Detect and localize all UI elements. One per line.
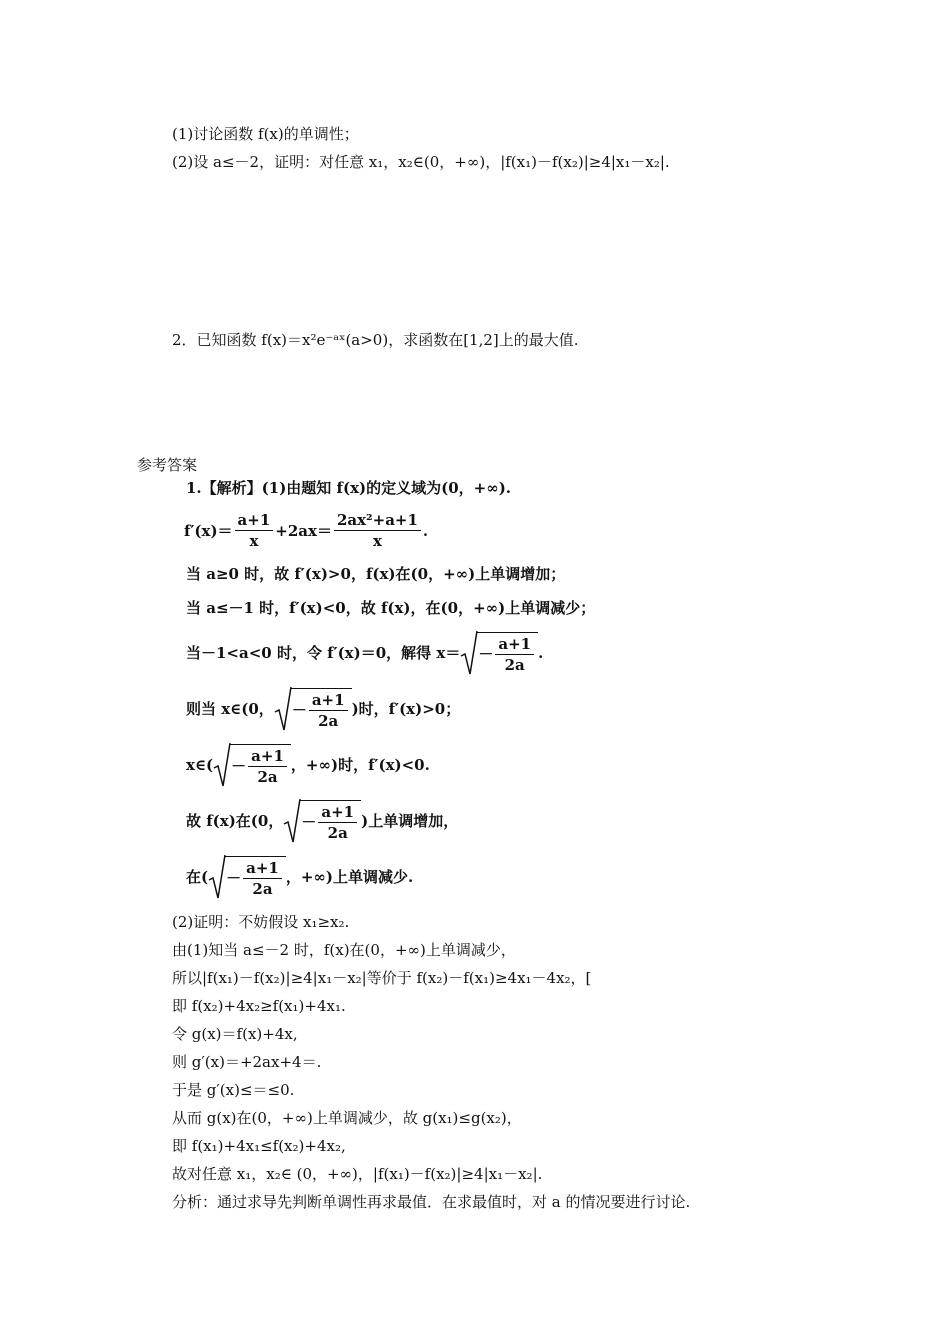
- fraction-2-denominator: x: [372, 532, 382, 550]
- proof-line-4: 即 f(x₂)+4x₂≥f(x₁)+4x₁.: [172, 997, 346, 1015]
- solution-line-1: 1.【解析】(1)由题知 f(x)的定义域为(0，+∞).: [186, 479, 512, 497]
- line8-prefix: 故 f(x)在(0，: [186, 812, 284, 830]
- line6-prefix: 则当 x∈(0，: [186, 700, 274, 718]
- radical-numerator: a+1: [318, 802, 357, 823]
- radical-minus: －: [301, 813, 317, 831]
- solution-line-7: [186, 742, 430, 788]
- line7-prefix: x∈(: [186, 756, 214, 774]
- radical: [460, 630, 538, 676]
- problem2: 2．已知函数 f(x)＝x²e⁻ᵃˣ(a>0)，求函数在[1,2]上的最大值.: [172, 331, 579, 349]
- fraction-2: [334, 510, 421, 551]
- radical-numerator: a+1: [309, 690, 348, 711]
- proof-line-7: 于是 g′(x)≤＝≤0.: [172, 1081, 295, 1099]
- fraction-2-numerator: 2ax²+a+1: [334, 510, 421, 531]
- period: .: [422, 521, 429, 540]
- solution-line-3: 当 a≥0 时，故 f′(x)>0，f(x)在(0，+∞)上单调增加；: [186, 565, 566, 583]
- radical: [274, 686, 352, 732]
- radical-numerator: a+1: [243, 858, 282, 879]
- period: .: [538, 644, 544, 662]
- proof-line-1: (2)证明：不妨假设 x₁≥x₂.: [172, 913, 350, 931]
- line9-suffix: ，+∞)上单调减少.: [285, 868, 414, 886]
- answer-heading: 参考答案: [137, 456, 198, 474]
- line6-suffix: )时，f′(x)>0；: [351, 700, 461, 718]
- solution-line-9: [186, 854, 413, 900]
- proof-line-10: 故对任意 x₁，x₂∈ (0，+∞)，|f(x₁)－f(x₂)|≥4|x₁－x₂|.: [172, 1165, 543, 1183]
- radical: [213, 742, 291, 788]
- radical-minus: －: [478, 645, 494, 663]
- line7-suffix: ，+∞)时，f′(x)<0.: [290, 756, 430, 774]
- proof-line-2: 由(1)知当 a≤－2 时，f(x)在(0，+∞)上单调减少，: [172, 941, 516, 959]
- radical-denominator: 2a: [257, 767, 278, 786]
- radical-numerator: a+1: [495, 634, 534, 655]
- radical-denominator: 2a: [327, 823, 348, 842]
- radical-numerator: a+1: [248, 746, 287, 767]
- solution-line-4: 当 a≤－1 时，f′(x)<0，故 f(x)，在(0，+∞)上单调减少；: [186, 599, 596, 617]
- solution-line-5: [186, 630, 543, 676]
- radical-minus: －: [291, 701, 307, 719]
- problem1-part2: (2)设 a≤－2，证明：对任意 x₁，x₂∈(0，+∞)，|f(x₁)－f(x₂)|≥4|x₁－x₂|.: [172, 153, 670, 171]
- solution-line-8: [186, 798, 458, 844]
- derivative-prefix: f′(x)＝: [184, 521, 233, 540]
- radical-denominator: 2a: [252, 879, 273, 898]
- proof-line-6: 则 g′(x)＝+2ax+4＝.: [172, 1053, 322, 1071]
- solution-line-6: [186, 686, 460, 732]
- radical: [208, 854, 286, 900]
- radical-minus: －: [226, 869, 242, 887]
- analysis-line: 分析：通过求导先判断单调性再求最值．在求最值时，对 a 的情况要进行讨论.: [172, 1193, 691, 1211]
- radical-denominator: 2a: [504, 655, 525, 674]
- problem1-part1: (1)讨论函数 f(x)的单调性；: [172, 125, 359, 143]
- line8-suffix: )上单调增加，: [361, 812, 459, 830]
- fraction-1-denominator: x: [249, 532, 259, 550]
- fraction-1: [235, 510, 274, 551]
- fraction-1-numerator: a+1: [235, 510, 274, 531]
- proof-line-5: 令 g(x)＝f(x)+4x,: [172, 1025, 298, 1043]
- proof-line-3: 所以|f(x₁)－f(x₂)|≥4|x₁－x₂|等价于 f(x₂)－f(x₁)≥4x₁－4x₂，[: [172, 969, 592, 987]
- proof-line-8: 从而 g(x)在(0，+∞)上单调减少，故 g(x₁)≤g(x₂)，: [172, 1109, 522, 1127]
- line9-prefix: 在(: [186, 868, 209, 886]
- derivative-formula: [184, 510, 428, 551]
- derivative-mid: +2ax＝: [275, 521, 332, 540]
- radical: [283, 798, 361, 844]
- radical-denominator: 2a: [318, 711, 339, 730]
- radical-minus: －: [231, 757, 247, 775]
- proof-line-9: 即 f(x₁)+4x₁≤f(x₂)+4x₂,: [172, 1137, 346, 1155]
- line5-prefix: 当－1<a<0 时，令 f′(x)＝0，解得 x＝: [186, 644, 461, 662]
